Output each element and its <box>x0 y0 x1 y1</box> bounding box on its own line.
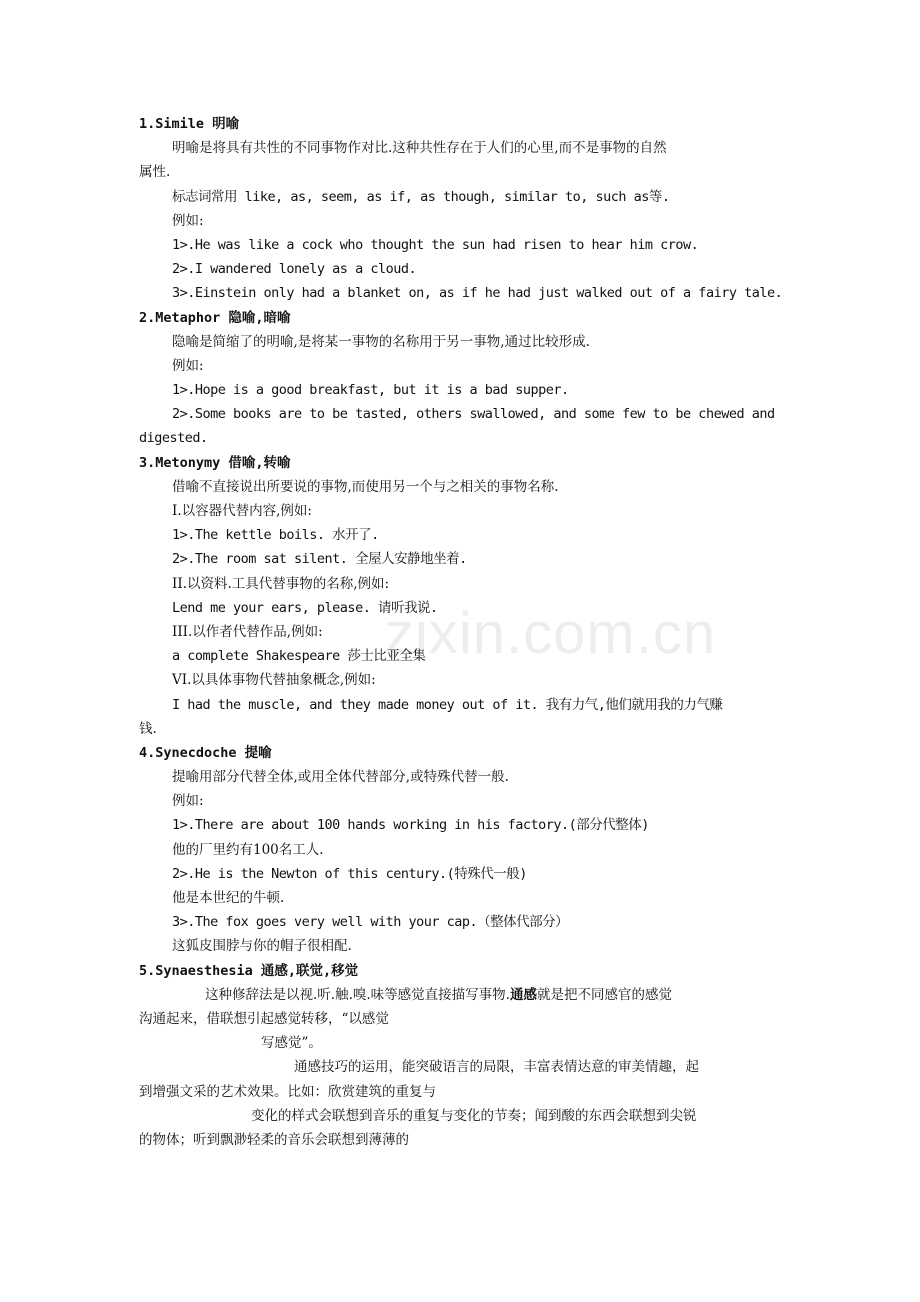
paragraph: 例如: <box>172 793 204 810</box>
paragraph: 标志词常用 like, as, seem, as if, as though, similar to, such as等. <box>172 188 670 205</box>
category-line: II.以资料.工具代替事物的名称,例如: <box>172 575 390 592</box>
category-line: III.以作者代替作品,例如: <box>172 623 323 640</box>
paragraph-text: 这种修辞法是以视.听.触.嗅.味等感觉直接描写事物. <box>205 986 510 1003</box>
example-line: 3>.Einstein only had a blanket on, as if he had just walked out of a fairy tale. <box>172 285 783 302</box>
example-line: 3>.The fox goes very well with your cap.（整体代部分） <box>172 914 569 931</box>
paragraph: 到增强文采的艺术效果。比如：欣赏建筑的重复与 <box>139 1083 436 1100</box>
example-line: 1>.He was like a cock who thought the sun had risen to hear him crow. <box>172 236 699 253</box>
translation-line: 这狐皮围脖与你的帽子很相配. <box>172 938 352 955</box>
example-line: 钱. <box>139 720 157 737</box>
section-heading-metaphor: 2.Metaphor 隐喻,暗喻 <box>139 309 291 326</box>
example-line: Lend me your ears, please. 请听我说. <box>172 599 438 616</box>
example-line: 1>.Hope is a good breakfast, but it is a bad supper. <box>172 382 569 399</box>
paragraph: 提喻用部分代替全体,或用全体代替部分,或特殊代替一般. <box>172 769 509 786</box>
example-line: I had the muscle, and they made money out of it. 我有力气,他们就用我的力气赚 <box>172 696 723 713</box>
bold-term: 通感 <box>509 986 537 1003</box>
example-line: 2>.He is the Newton of this century.(特殊代一般) <box>172 865 527 882</box>
paragraph: 沟通起来，借联想引起感觉转移，“以感觉 <box>139 1010 389 1027</box>
section-heading-simile: 1.Simile 明喻 <box>139 116 240 132</box>
example-line: 1>.The kettle boils. 水开了. <box>172 527 379 544</box>
section-heading-metonymy: 3.Metonymy 借喻,转喻 <box>139 454 291 471</box>
paragraph: 例如: <box>172 212 204 229</box>
paragraph: 例如: <box>172 357 204 374</box>
paragraph: 变化的样式会联想到音乐的重复与变化的节奏；闻到酸的东西会联想到尖锐 <box>251 1107 697 1124</box>
paragraph: 写感觉”。 <box>261 1035 322 1052</box>
paragraph: 明喻是将具有共性的不同事物作对比.这种共性存在于人们的心里,而不是事物的自然 <box>172 140 667 157</box>
category-line: I.以容器代替内容,例如: <box>172 503 312 519</box>
category-line: VI.以具体事物代替抽象概念,例如: <box>172 672 376 689</box>
section-heading-synaesthesia: 5.Synaesthesia 通感,联觉,移觉 <box>139 962 359 979</box>
paragraph <box>139 983 790 1007</box>
example-line: 1>.There are about 100 hands working in his factory.(部分代整体) <box>172 817 649 834</box>
example-line: a complete Shakespeare 莎士比亚全集 <box>172 648 426 665</box>
translation-line: 他是本世纪的牛顿. <box>172 890 285 906</box>
watermark: zixin.com.cn <box>385 601 717 666</box>
paragraph: 通感技巧的运用，能突破语言的局限，丰富表情达意的审美情趣，起 <box>294 1059 699 1076</box>
paragraph: 的物体；听到飘渺轻柔的音乐会联想到薄薄的 <box>139 1131 409 1148</box>
paragraph: 借喻不直接说出所要说的事物,而使用另一个与之相关的事物名称. <box>172 478 559 495</box>
example-line: 2>.The room sat silent. 全屋人安静地坐着. <box>172 551 467 568</box>
example-line: digested. <box>139 430 208 447</box>
section-heading-synecdoche: 4.Synecdoche 提喻 <box>139 744 272 761</box>
paragraph: 隐喻是简缩了的明喻,是将某一事物的名称用于另一事物,通过比较形成. <box>172 333 590 350</box>
example-line: 2>.Some books are to be tasted, others swallowed, and some few to be chewed and <box>172 406 775 423</box>
document-page <box>139 112 790 1152</box>
example-line: 2>.I wandered lonely as a cloud. <box>172 261 417 278</box>
paragraph: 属性. <box>139 164 171 181</box>
translation-line: 他的厂里约有100名工人. <box>172 841 324 858</box>
paragraph-text: 就是把不同感官的感觉 <box>536 986 672 1003</box>
